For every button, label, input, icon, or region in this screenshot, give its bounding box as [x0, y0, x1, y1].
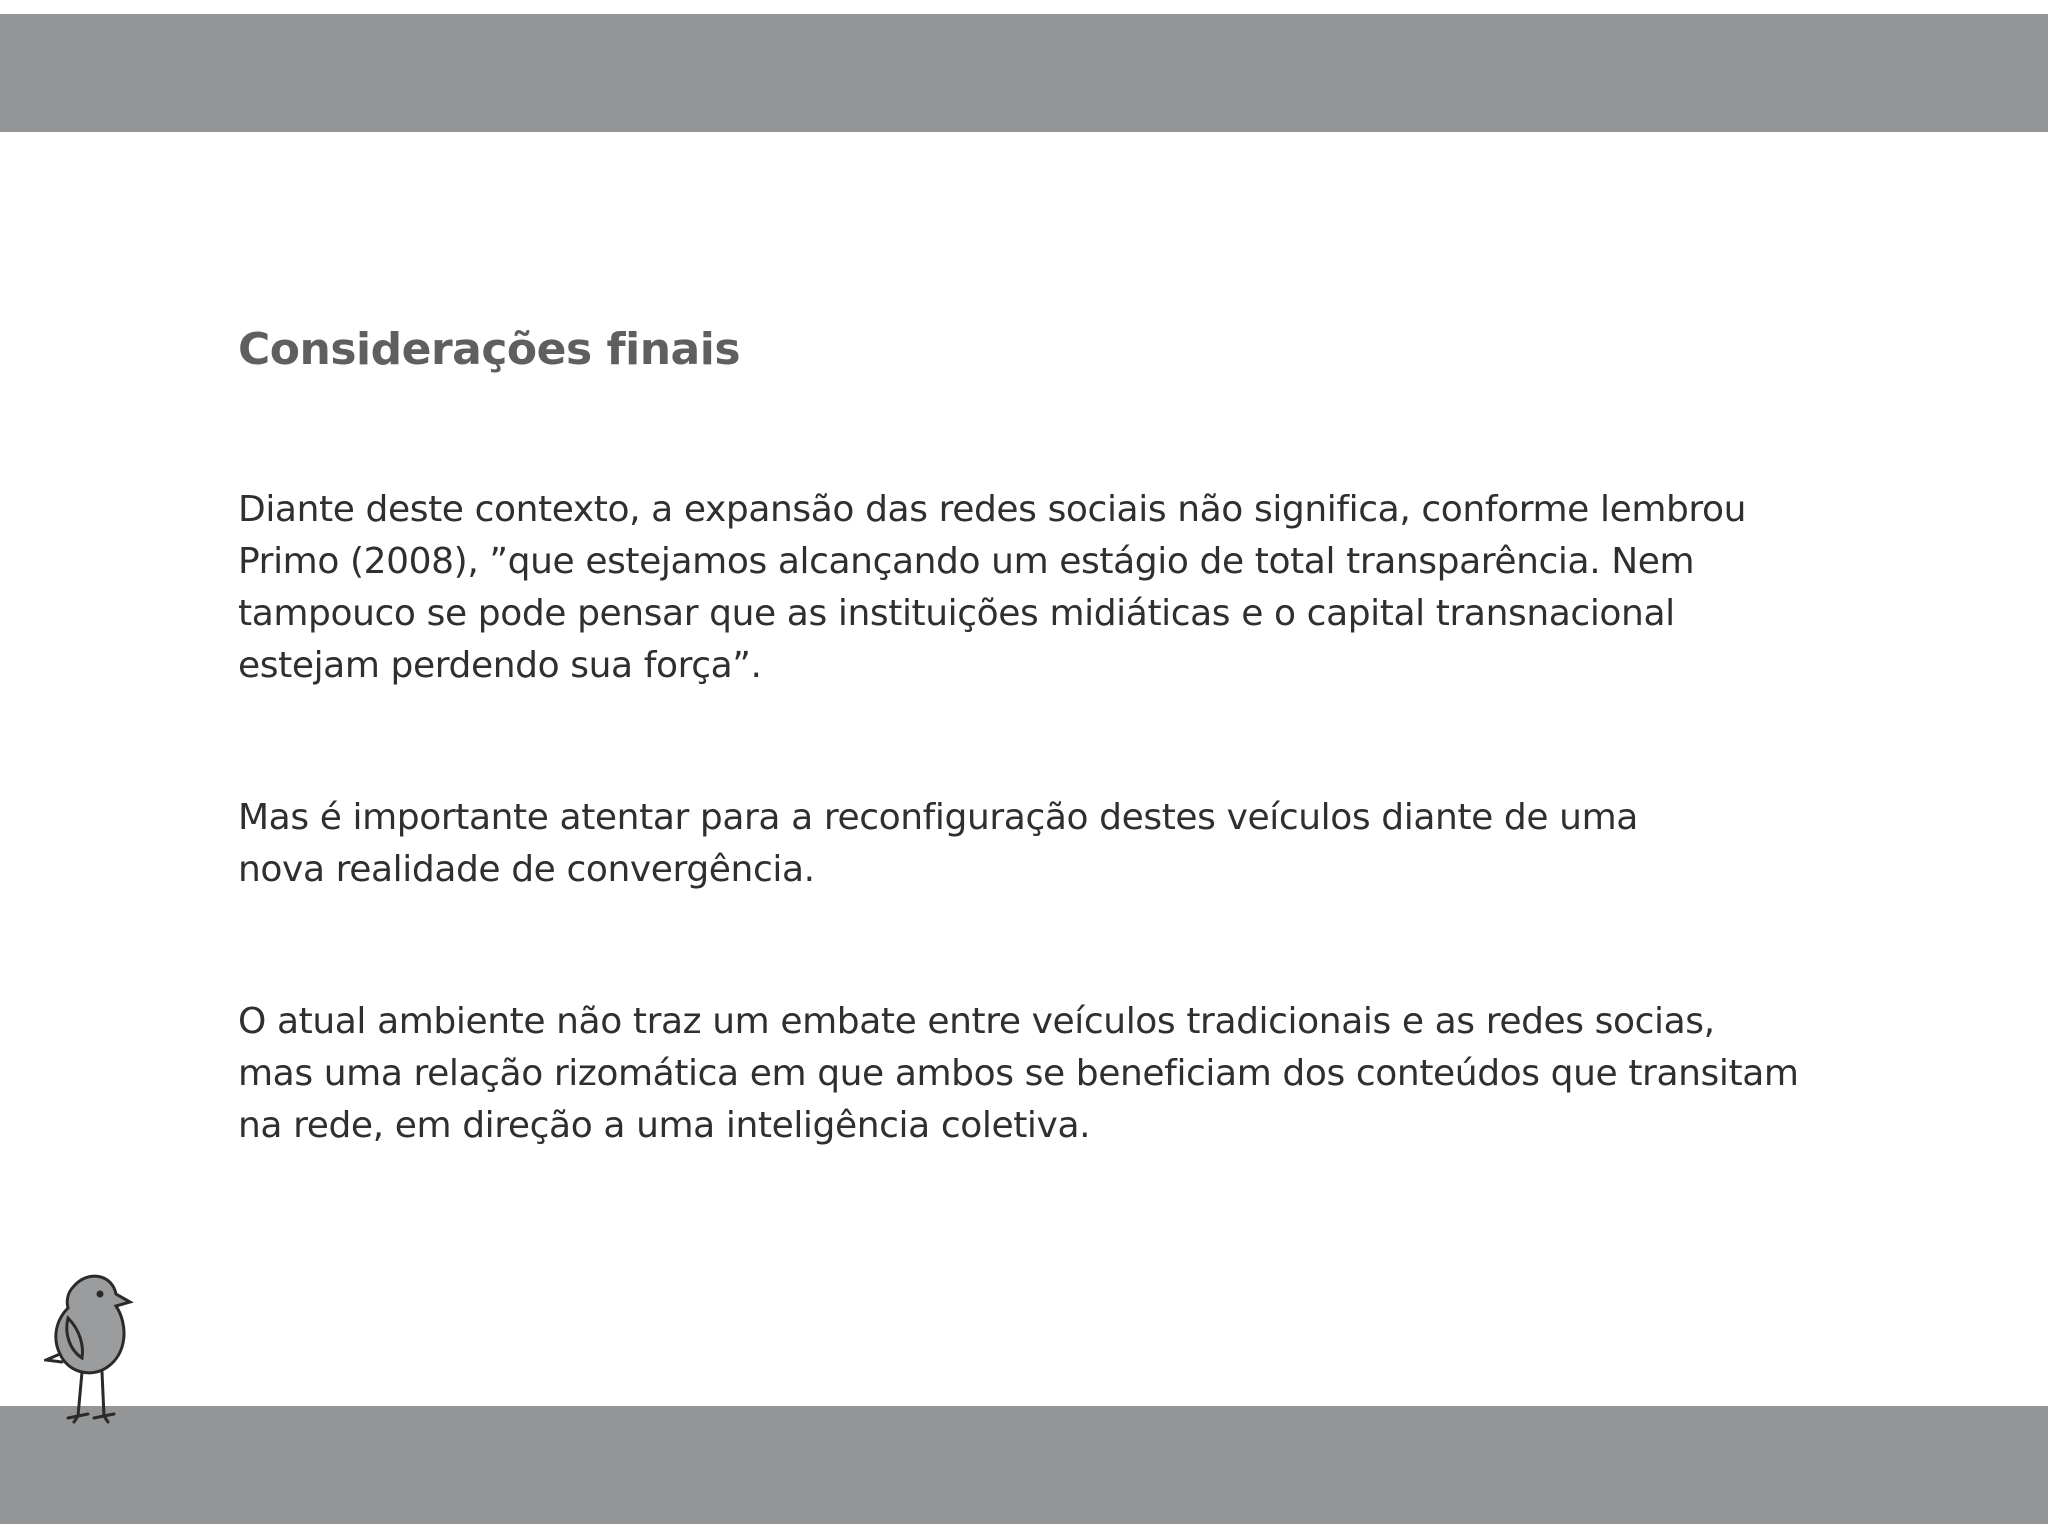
paragraph-1: [238, 484, 1858, 692]
paragraph-2: [238, 792, 1858, 896]
paragraph-line: Diante deste contexto, a expansão das redes sociais não significa, conforme lembrou: [238, 489, 1747, 530]
paragraph-line: nova realidade de convergência.: [238, 849, 815, 890]
top-band: [0, 14, 2048, 132]
paragraph-line: na rede, em direção a uma inteligência coletiva.: [238, 1105, 1091, 1146]
slide-content: [238, 320, 1858, 1146]
paragraph-line: mas uma relação rizomática em que ambos se beneficiam dos conteúdos que transitam: [238, 1053, 1799, 1094]
paragraph-3: [238, 996, 1858, 1152]
paragraph-line: Primo (2008), ”que estejamos alcançando um estágio de total transparência. Nem: [238, 541, 1695, 582]
slide-heading: Considerações finais: [238, 324, 741, 375]
paragraph-line: O atual ambiente não traz um embate entre veículos tradicionais e as redes socias,: [238, 1001, 1715, 1042]
paragraph-line: estejam perdendo sua força”.: [238, 645, 762, 686]
paragraph-line: tampouco se pode pensar que as instituições midiáticas e o capital transnacional: [238, 593, 1675, 634]
bird-icon: [44, 1272, 144, 1428]
bottom-band: [0, 1406, 2048, 1524]
paragraph-line: Mas é importante atentar para a reconfiguração destes veículos diante de uma: [238, 797, 1638, 838]
